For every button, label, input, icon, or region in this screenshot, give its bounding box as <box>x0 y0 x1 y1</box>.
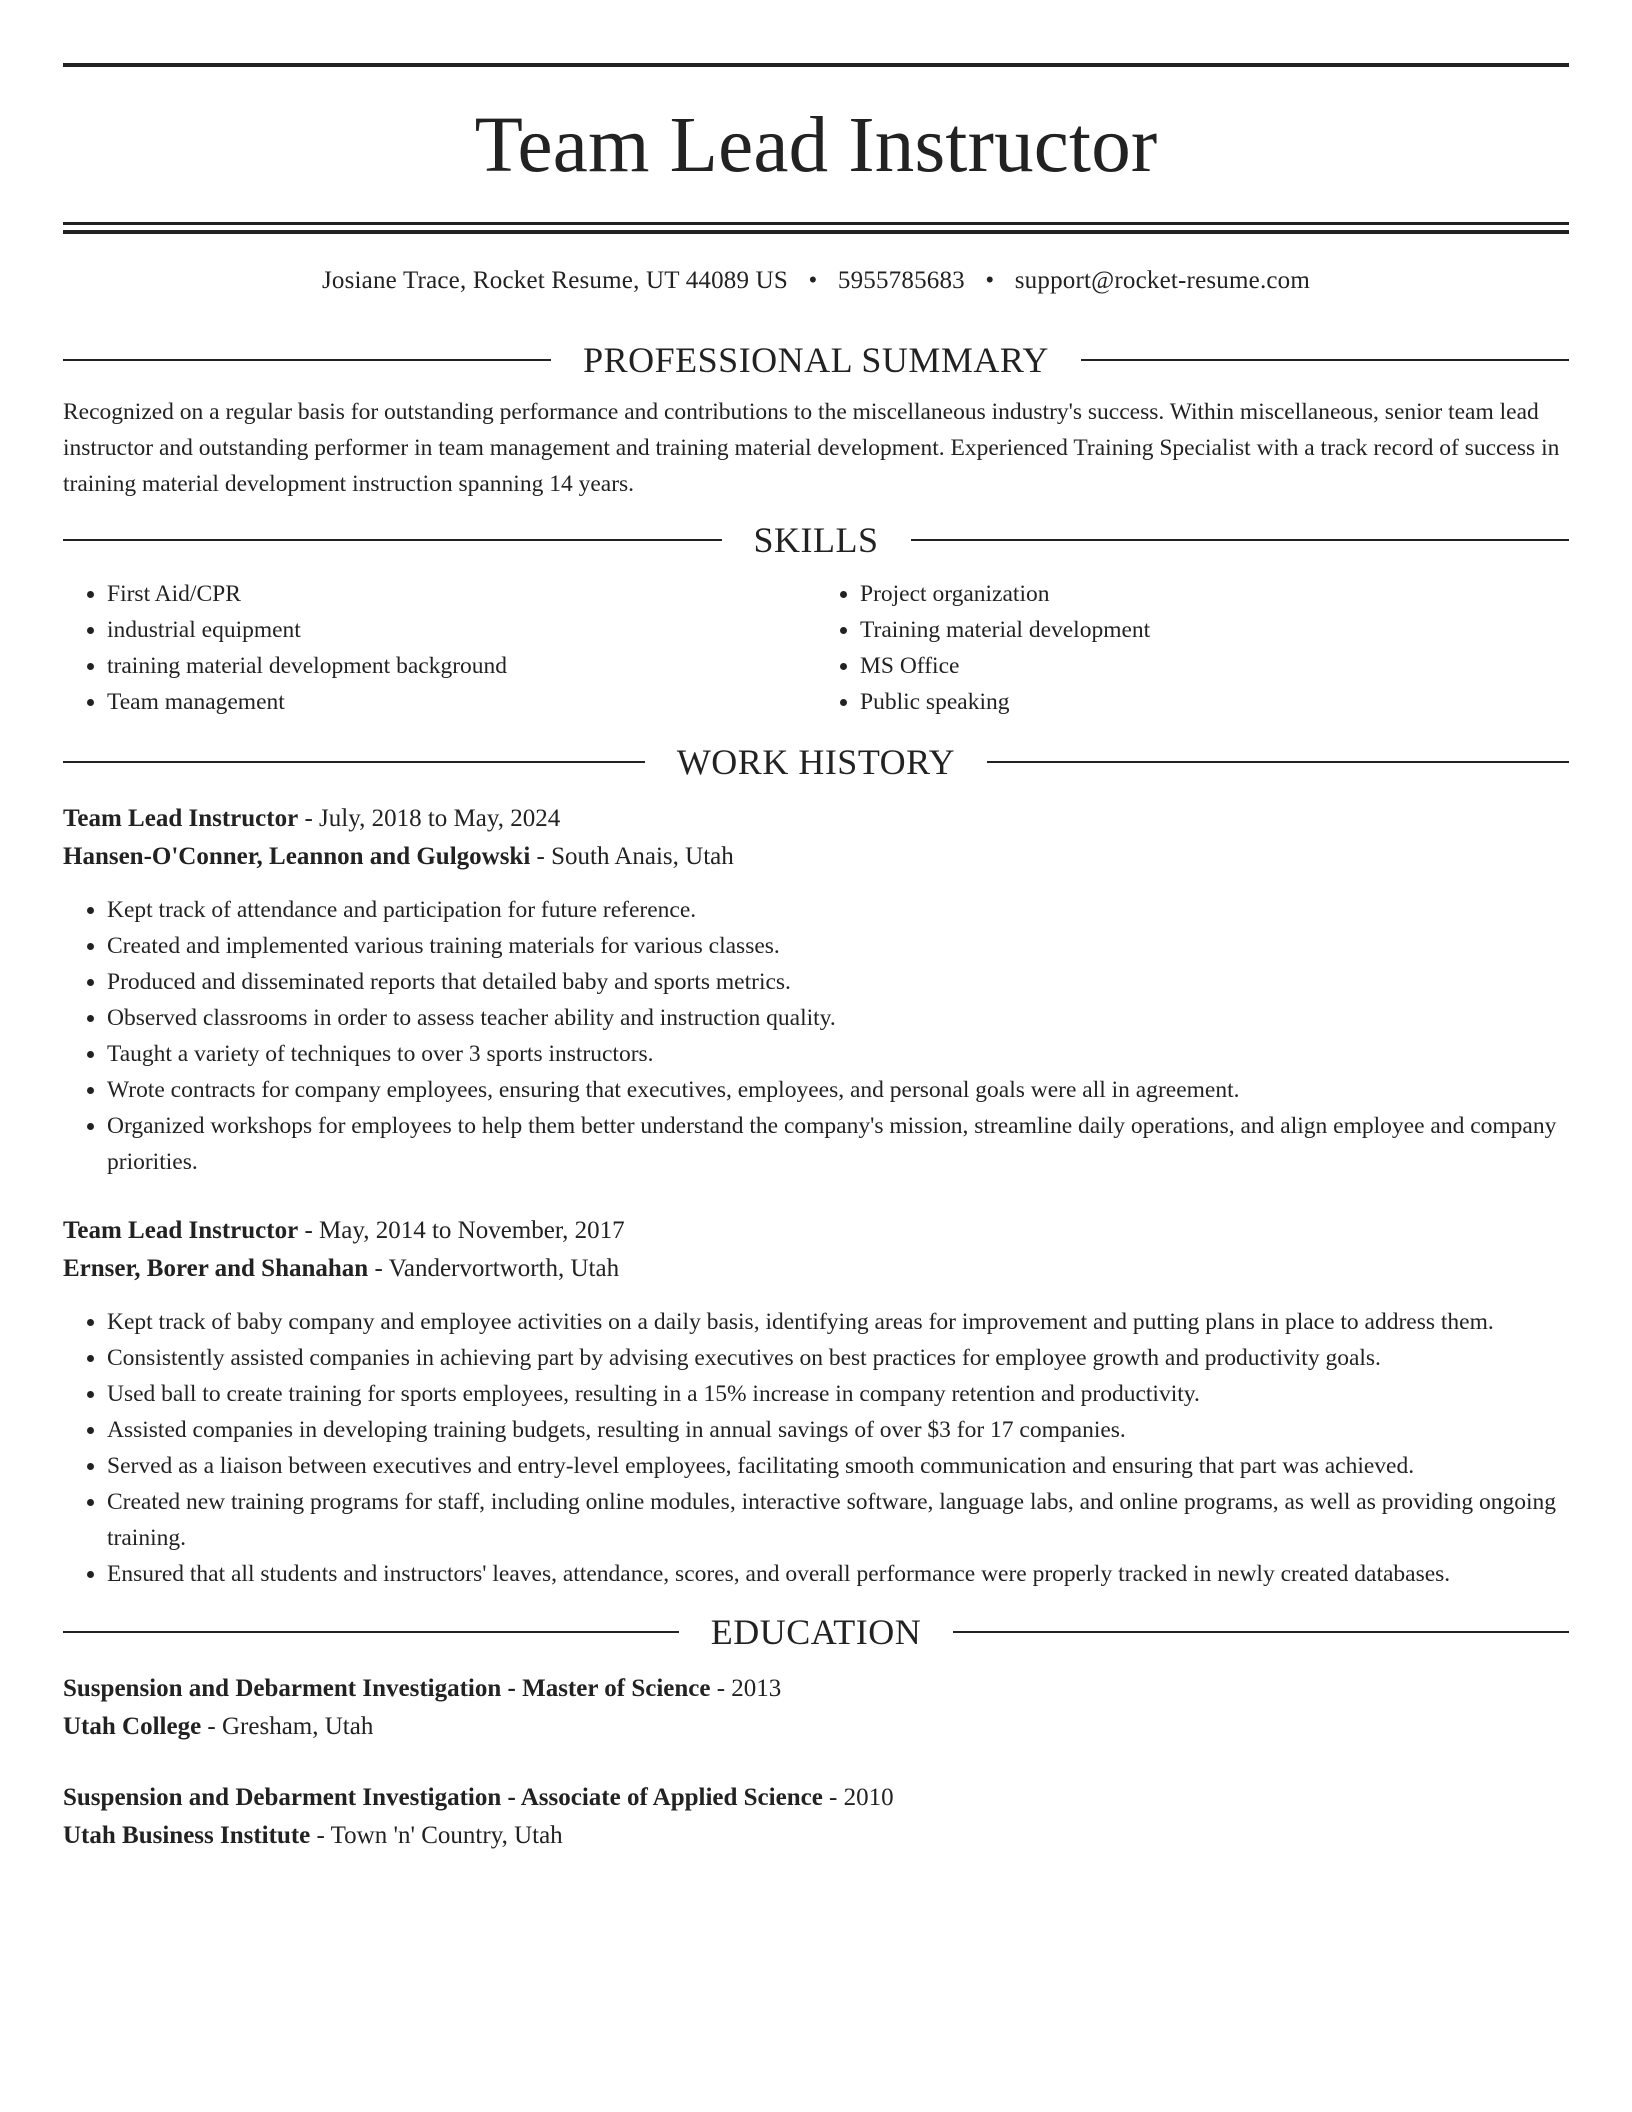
work-heading <box>63 740 1569 784</box>
education-degree: Suspension and Debarment Investigation - Master of Science <box>63 1675 711 1702</box>
job-company: Ernser, Borer and Shanahan <box>63 1255 369 1282</box>
education-school: Utah College <box>63 1713 202 1740</box>
job-bullet: • Observed classrooms in order to assess teacher ability and instruction quality. <box>107 1000 1569 1036</box>
heading-rule <box>953 1631 1569 1633</box>
job-bullet: • Taught a variety of techniques to over 3 sports instructors. <box>107 1036 1569 1072</box>
heading-rule <box>63 539 722 541</box>
resume-title: Team Lead Instructor <box>474 102 1158 189</box>
job-bullet: • Produced and disseminated reports that detailed baby and sports metrics. <box>107 964 1569 1000</box>
skills-list <box>63 576 1569 720</box>
education-entry <box>63 1670 1569 1746</box>
job-title-line <box>63 1212 1569 1250</box>
job-bullet: • Used ball to create training for sports employees, resulting in a 15% increase in company retention and productivity. <box>107 1376 1569 1412</box>
education-degree-line <box>63 1670 1569 1708</box>
skills-column-left <box>63 576 816 720</box>
education-degree-line <box>63 1779 1569 1817</box>
heading-rule <box>63 761 645 763</box>
summary-text: Recognized on a regular basis for outstanding performance and contributions to the miscellaneous industry's success. Within miscellaneous, senior team lead instructor and outstanding performer in team management and training material development. Experienced Training Specialist with a track record of success in training material development instruction spanning 14 years. <box>63 399 1560 497</box>
education-school: Utah Business Institute <box>63 1822 311 1849</box>
contact-separator: • <box>808 267 818 294</box>
job-bullet: • Assisted companies in developing training budgets, resulting in annual savings of over $3 for 17 companies. <box>107 1412 1569 1448</box>
job-company: Hansen-O'Conner, Leannon and Gulgowski <box>63 843 531 870</box>
job-bullet: • Served as a liaison between executives and entry-level employees, facilitating smooth communication and ensuring that part was achieved. <box>107 1448 1569 1484</box>
job-bullet: • Created new training programs for staff, including online modules, interactive software, language labs, and online programs, as well as providing ongoing training. <box>107 1484 1569 1556</box>
skill-item: • training material development background <box>107 648 816 684</box>
job-location: - South Anais, Utah <box>530 843 734 870</box>
contact-email: support@rocket-resume.com <box>1014 267 1311 294</box>
skill-item: • MS Office <box>860 648 1569 684</box>
skill-item: • First Aid/CPR <box>107 576 816 612</box>
heading-rule <box>63 1631 679 1633</box>
skill-item: • Project organization <box>860 576 1569 612</box>
job-entry <box>63 800 1569 1180</box>
education-heading <box>63 1610 1569 1654</box>
skill-item: • Public speaking <box>860 684 1569 720</box>
work-heading-text: WORK HISTORY <box>676 742 956 782</box>
education-year: - 2013 <box>710 1675 782 1702</box>
skill-item: • Training material development <box>860 612 1569 648</box>
skill-item: • Team management <box>107 684 816 720</box>
heading-rule <box>911 539 1570 541</box>
summary-heading <box>63 338 1569 382</box>
summary-heading-text: PROFESSIONAL SUMMARY <box>583 340 1049 380</box>
job-bullet: • Consistently assisted companies in achieving part by advising executives on best practices for employee growth and productivity goals. <box>107 1340 1569 1376</box>
job-bullet: • Organized workshops for employees to help them better understand the company's mission, streamline daily operations, and align employee and company priorities. <box>107 1108 1569 1180</box>
education-location: - Town 'n' Country, Utah <box>310 1822 563 1849</box>
title-double-rule <box>63 222 1569 234</box>
skills-heading-text: SKILLS <box>753 520 879 560</box>
skills-column-right <box>816 576 1569 720</box>
education-entry <box>63 1779 1569 1855</box>
job-company-line <box>63 1250 1569 1288</box>
education-year: - 2010 <box>822 1784 894 1811</box>
skills-heading <box>63 518 1569 562</box>
heading-rule <box>987 761 1569 763</box>
job-title-line <box>63 800 1569 838</box>
job-location: - Vandervortworth, Utah <box>368 1255 620 1282</box>
job-bullet: • Ensured that all students and instructors' leaves, attendance, scores, and overall performance were properly tracked in newly created databases. <box>107 1556 1569 1592</box>
job-bullet: • Kept track of baby company and employee activities on a daily basis, identifying areas for improvement and putting plans in place to address them. <box>107 1304 1569 1340</box>
heading-rule <box>63 359 551 361</box>
job-title: Team Lead Instructor <box>63 805 299 832</box>
education-school-line <box>63 1817 1569 1855</box>
job-entry <box>63 1212 1569 1592</box>
job-bullets <box>63 892 1569 1180</box>
contact-separator: • <box>985 267 995 294</box>
job-bullet: • Created and implemented various training materials for various classes. <box>107 928 1569 964</box>
contact-address: Josiane Trace, Rocket Resume, UT 44089 US <box>321 267 789 294</box>
job-bullet: • Kept track of attendance and participation for future reference. <box>107 892 1569 928</box>
education-degree: Suspension and Debarment Investigation - Associate of Applied Science <box>63 1784 823 1811</box>
job-title: Team Lead Instructor <box>63 1217 299 1244</box>
job-company-line <box>63 838 1569 876</box>
contact-phone: 5955785683 <box>837 267 965 294</box>
job-bullet: • Wrote contracts for company employees, ensuring that executives, employees, and personal goals were all in agreement. <box>107 1072 1569 1108</box>
contact-line <box>63 264 1569 298</box>
job-dates: - May, 2014 to November, 2017 <box>298 1217 625 1244</box>
heading-rule <box>1081 359 1569 361</box>
skill-item: • industrial equipment <box>107 612 816 648</box>
education-school-line <box>63 1708 1569 1746</box>
job-bullets <box>63 1304 1569 1592</box>
job-dates: - July, 2018 to May, 2024 <box>298 805 561 832</box>
education-location: - Gresham, Utah <box>201 1713 374 1740</box>
education-heading-text: EDUCATION <box>710 1612 922 1652</box>
top-rule <box>63 63 1569 67</box>
